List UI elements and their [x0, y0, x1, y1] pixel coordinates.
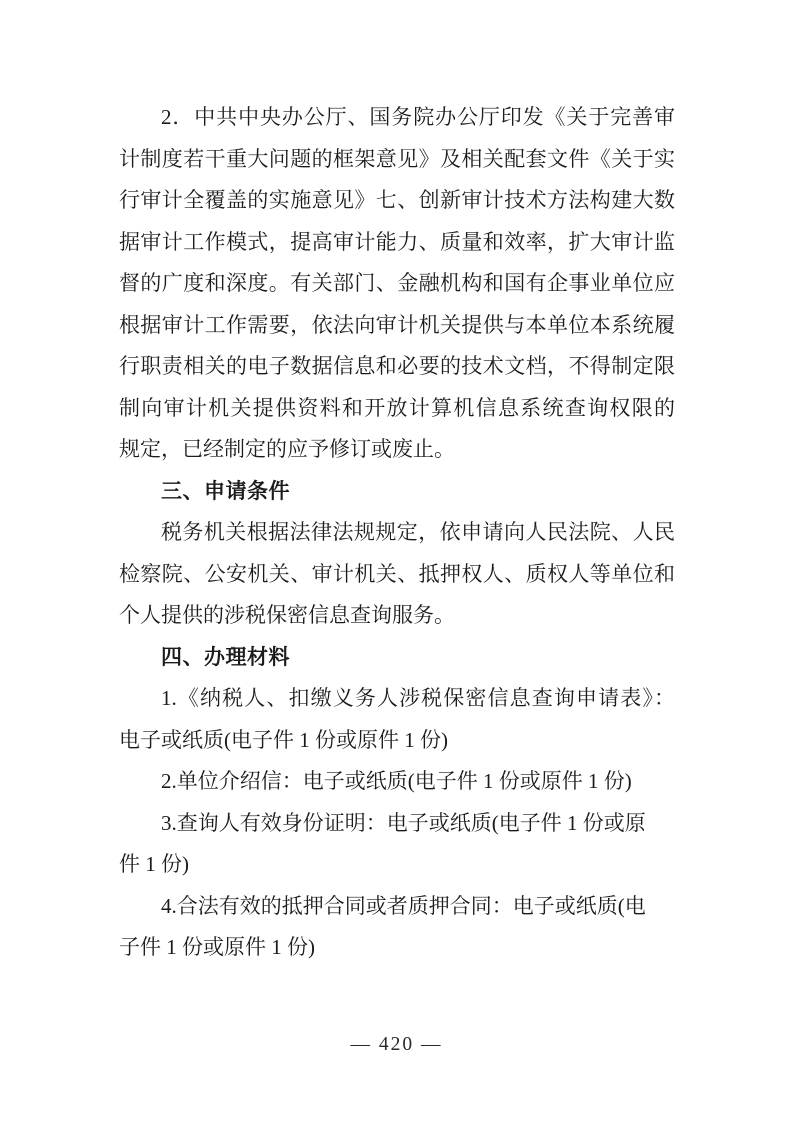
page-number: — 420 — — [350, 1034, 443, 1055]
section-heading-materials: 四、办理材料 — [161, 645, 290, 669]
text-line: 根据审计工作需要，依法向审计机关提供与本单位本系统履 — [119, 312, 675, 337]
text-line: 规定，已经制定的应予修订或废止。 — [119, 437, 455, 461]
text-line-material-item: 1.《纳税人、扣缴义务人涉税保密信息查询申请表》： — [161, 686, 675, 710]
text-line-material-item: 2.单位介绍信：电子或纸质(电子件 1 份或原件 1 份) — [161, 769, 632, 793]
text-line: 电子或纸质(电子件 1 份或原件 1 份) — [119, 727, 448, 752]
text-line: 制向审计机关提供资料和开放计算机信息系统查询权限的 — [119, 395, 675, 420]
text-line-material-item: 3.查询人有效身份证明：电子或纸质(电子件 1 份或原 — [161, 810, 646, 835]
text-line: 件 1 份) — [119, 852, 189, 876]
text-line: 税务机关根据法律法规规定，依申请向人民法院、人民 — [161, 520, 675, 544]
section-heading-application-conditions: 三、申请条件 — [161, 479, 290, 503]
text-line: 行职责相关的电子数据信息和必要的技术文档，不得制定限 — [119, 354, 675, 378]
document-body — [119, 97, 675, 969]
text-line: 据审计工作模式，提高审计能力、质量和效率，扩大审计监 — [119, 229, 675, 254]
text-line: 督的广度和深度。有关部门、金融机构和国有企事业单位应 — [119, 271, 675, 295]
text-line: 子件 1 份或原件 1 份) — [119, 935, 315, 959]
text-line-material-item: 4.合法有效的抵押合同或者质押合同：电子或纸质(电 — [161, 893, 646, 918]
text-line: 计制度若干重大问题的框架意见》及相关配套文件《关于实 — [119, 146, 675, 171]
text-line: 个人提供的涉税保密信息查询服务。 — [119, 603, 455, 627]
text-line: 检察院、公安机关、审计机关、抵押权人、质权人等单位和 — [119, 561, 675, 586]
text-line: 2．中共中央办公厅、国务院办公厅印发《关于完善审 — [161, 105, 675, 129]
text-line: 行审计全覆盖的实施意见》七、创新审计技术方法构建大数 — [119, 188, 675, 212]
